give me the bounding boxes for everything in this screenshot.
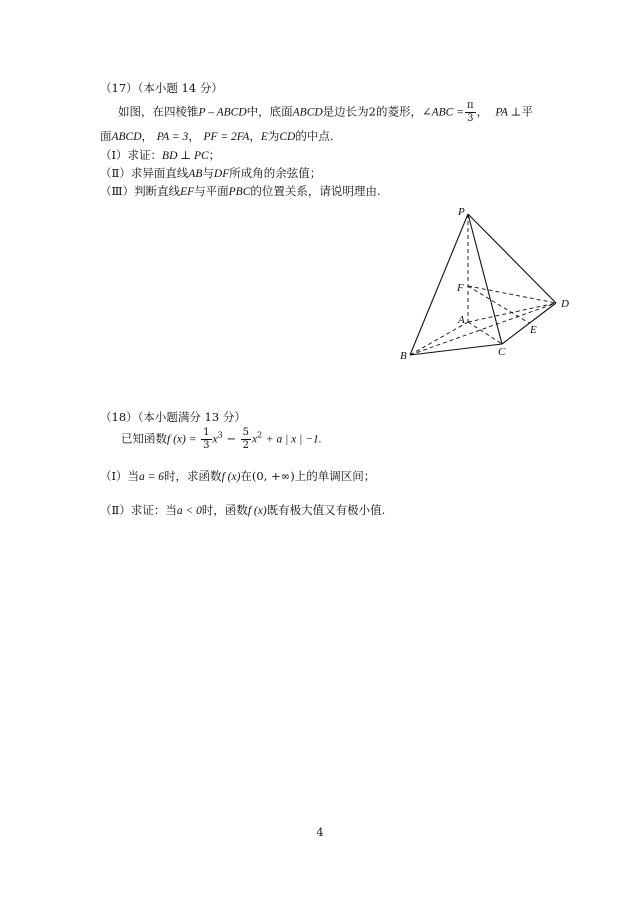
q17-header: （17）（本小题 14 分） <box>100 81 223 95</box>
label-C: C <box>498 346 506 358</box>
q18-part1: （Ⅰ）当a = 6时，求函数f (x)在(0, +∞)上的单调区间； <box>100 469 376 483</box>
q17-part1: （Ⅰ）求证：BD ⊥ PC； <box>100 148 221 162</box>
q18-header: （18）（本小题满分 13 分） <box>100 410 246 424</box>
edge-BC <box>410 344 502 355</box>
edge-CD <box>502 303 556 344</box>
pi-over-3-fraction: $\frac{\pi}{3}$ <box>467 100 474 124</box>
edge-BA <box>410 322 468 355</box>
q17-part2: （Ⅱ）求异面直线AB与DF所成角的余弦值； <box>100 166 322 180</box>
label-F: F <box>457 282 464 294</box>
label-A: A <box>458 314 465 326</box>
q17-part3: （Ⅲ）判断直线EF与平面PBC的位置关系，请说明理由. <box>100 184 381 198</box>
q18-part2: （Ⅱ）求证：当a < 0时，函数f (x)既有极大值又有极小值. <box>100 503 386 517</box>
edge-PD <box>468 214 556 303</box>
q18-function-definition: 已知函数f (x) = $\frac{1}{3}$ $x^3$ − $\frac{5}{2}$ $x^2 + a$ | x | −1. <box>121 427 322 451</box>
label-P: P <box>458 206 465 218</box>
q17-intro-line2: 面ABCD， PA = 3， PF = 2FA，E为CD的中点. <box>100 129 334 143</box>
one-third-fraction: $\frac{1}{3}$ <box>203 427 210 451</box>
label-D: D <box>561 298 569 310</box>
label-E: E <box>530 324 537 336</box>
five-halves-fraction: $\frac{5}{2}$ <box>242 427 250 451</box>
q17-intro-line1: 如图，在四棱锥P – ABCD中，底面ABCD是边长为2的菱形，∠ABC = $\frac{\pi}{3}$ ， PA ⊥平 <box>118 100 533 124</box>
label-B: B <box>400 350 407 362</box>
pyramid-figure <box>395 200 585 375</box>
page-number: 4 <box>316 826 324 839</box>
